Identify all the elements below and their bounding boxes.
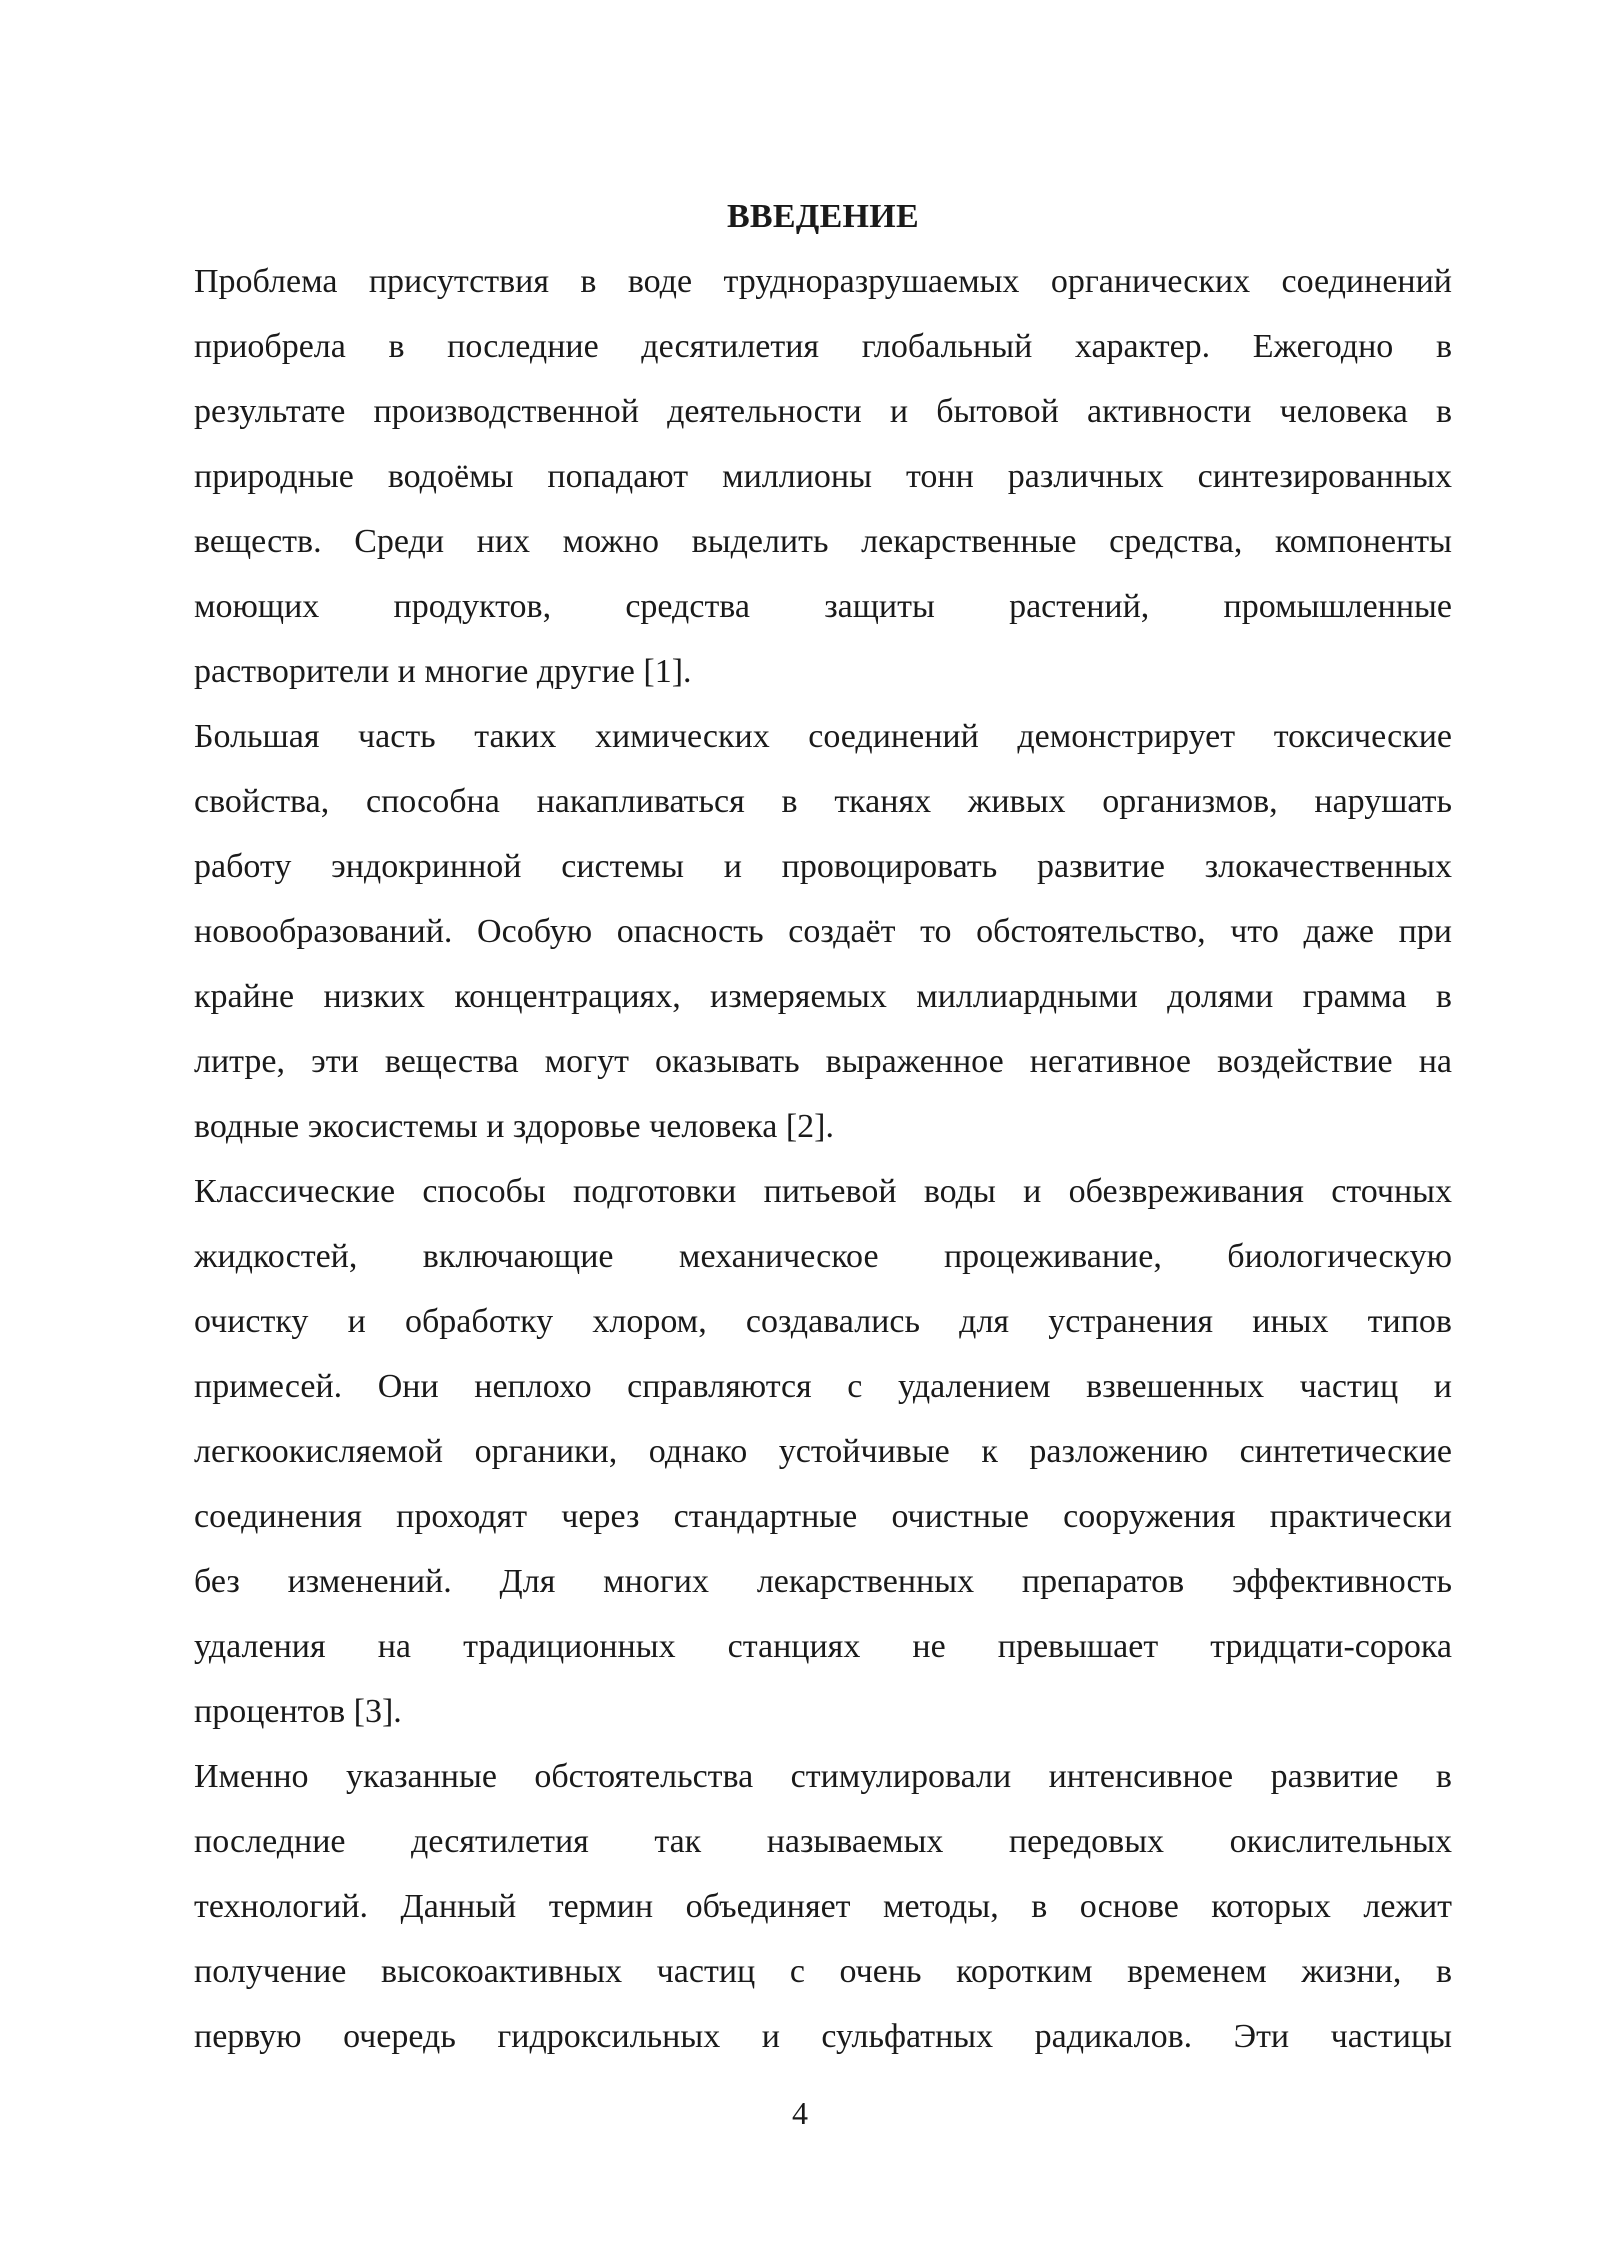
text-line: результате производственной деятельности и бытовой активности человека в: [194, 393, 1452, 430]
text-line: веществ. Среди них можно выделить лекарственные средства, компоненты: [194, 523, 1452, 560]
text-line: водные экосистемы и здоровье человека [2].: [194, 1108, 834, 1145]
text-line: очистку и обработку хлором, создавались для устранения иных типов: [194, 1303, 1452, 1340]
text-line: получение высокоактивных частиц с очень коротким временем жизни, в: [194, 1953, 1452, 1990]
text-line: легкоокисляемой органики, однако устойчивые к разложению синтетические: [194, 1433, 1452, 1470]
text-line: свойства, способна накапливаться в тканях живых организмов, нарушать: [194, 783, 1452, 820]
text-line: крайне низких концентрациях, измеряемых миллиардными долями грамма в: [194, 978, 1452, 1015]
paragraph: [194, 1159, 1452, 1744]
text-line: природные водоёмы попадают миллионы тонн различных синтезированных: [194, 458, 1452, 495]
text-line: Проблема присутствия в воде трудноразрушаемых органических соединений: [194, 263, 1452, 300]
text-line: соединения проходят через стандартные очистные сооружения практически: [194, 1498, 1452, 1535]
text-line: приобрела в последние десятилетия глобальный характер. Ежегодно в: [194, 328, 1452, 365]
text-line: работу эндокринной системы и провоцировать развитие злокачественных: [194, 848, 1452, 885]
paragraph: [194, 704, 1452, 1159]
page-title: ВВЕДЕНИЕ: [726, 198, 920, 235]
text-line: первую очередь гидроксильных и сульфатных радикалов. Эти частицы: [194, 2018, 1452, 2055]
page-body: [194, 184, 1452, 2069]
text-line: удаления на традиционных станциях не превышает тридцати-сорока: [194, 1628, 1452, 1665]
text-line: Большая часть таких химических соединений демонстрирует токсические: [194, 718, 1452, 755]
text-line: Именно указанные обстоятельства стимулировали интенсивное развитие в: [194, 1758, 1452, 1795]
text-line: Классические способы подготовки питьевой воды и обезвреживания сточных: [194, 1173, 1452, 1210]
text-line: жидкостей, включающие механическое процеживание, биологическую: [194, 1238, 1452, 1275]
page-number: 4: [792, 2095, 808, 2131]
paragraph: [194, 1744, 1452, 2069]
text-line: технологий. Данный термин объединяет методы, в основе которых лежит: [194, 1888, 1452, 1925]
text-line: новообразований. Особую опасность создаёт то обстоятельство, что даже при: [194, 913, 1452, 950]
text-line: без изменений. Для многих лекарственных препаратов эффективность: [194, 1563, 1452, 1600]
text-line: примесей. Они неплохо справляются с удалением взвешенных частиц и: [194, 1368, 1452, 1405]
paragraph: [194, 249, 1452, 704]
text-line: последние десятилетия так называемых передовых окислительных: [194, 1823, 1452, 1860]
text-line: моющих продуктов, средства защиты растений, промышленные: [194, 588, 1452, 625]
text-line: процентов [3].: [194, 1693, 402, 1730]
text-line: растворители и многие другие [1].: [194, 653, 692, 690]
text-line: литре, эти вещества могут оказывать выраженное негативное воздействие на: [194, 1043, 1452, 1080]
text-body: [194, 249, 1452, 2069]
